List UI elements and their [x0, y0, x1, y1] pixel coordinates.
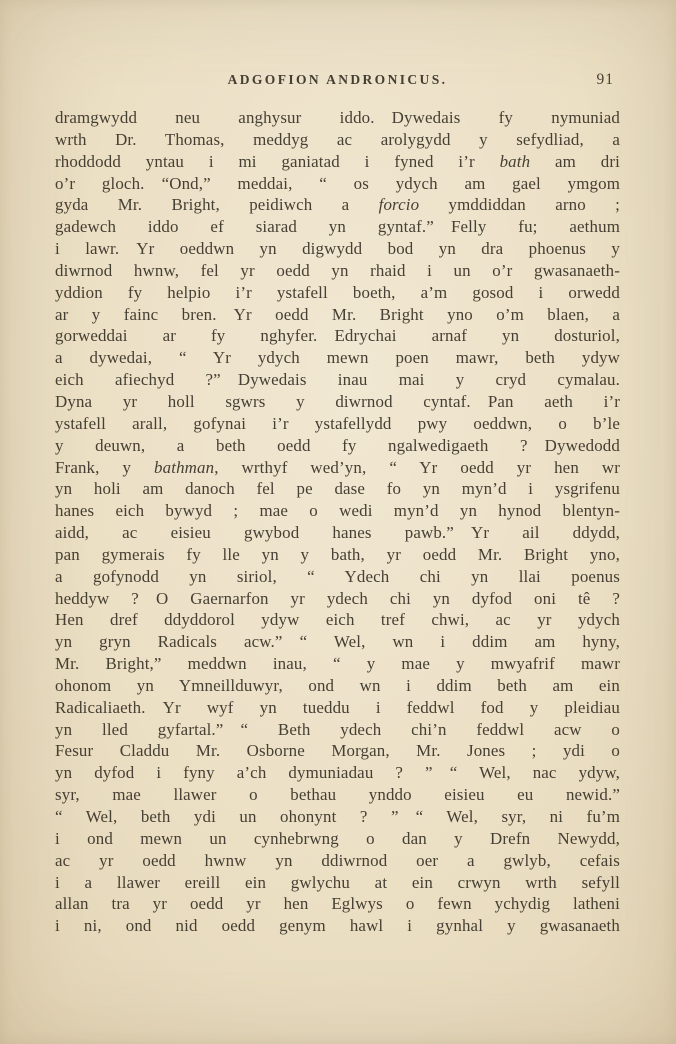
- text-line: “ Wel, beth ydi un ohonynt ? ” “ Wel, syr, ni fu’m: [55, 807, 620, 826]
- text-line: Hen dref ddyddorol ydyw eich tref chwi, ac yr ydych: [55, 610, 620, 630]
- text-line: Mr. Bright,” meddwn inau, “ y mae y mwyafrif mawr: [55, 654, 620, 674]
- text-line: yn holi am danoch fel pe dase fo yn myn’d i ysgrifenu: [55, 479, 620, 499]
- text-line: yddion fy helpio i’r ystafell boeth, a’m gosod i orwedd: [55, 282, 620, 302]
- body-text: [55, 107, 620, 937]
- text-line: wrth Dr. Thomas, meddyg ac arolygydd y sefydliad, a: [55, 129, 620, 149]
- text-line: pan gymerais fy lle yn y bath, yr oedd Mr. Bright yno,: [55, 544, 620, 564]
- text-line: eich afiechyd ?” Dywedais inau mai y cryd cymalau.: [55, 370, 620, 390]
- text-line: a dywedai, “ Yr ydych mewn poen mawr, beth ydyw: [55, 348, 620, 368]
- text-line: hanes eich bywyd ; mae o wedi myn’d yn hynod blentyn-: [55, 501, 620, 521]
- text-line: Frank, y bathman, wrthyf wed’yn, “ Yr oedd yr hen wr: [55, 457, 620, 477]
- text-line: gorweddai ar fy nghyfer. Edrychai arnaf yn dosturiol,: [55, 326, 620, 346]
- text-line: i ni, ond nid oedd genym hawl i gynhal y gwasanaeth: [55, 916, 620, 936]
- text-line: y deuwn, a beth oedd fy ngalwedigaeth ? Dywedodd: [55, 435, 620, 455]
- text-line: allan tra yr oedd yr hen Eglwys o fewn ychydig latheni: [55, 894, 620, 914]
- text-line: syr, mae llawer o bethau ynddo eisieu eu newid.”: [55, 785, 620, 805]
- text-line: a gofynodd yn siriol, “ Ydech chi yn llai poenus: [55, 566, 620, 586]
- text-line: i ond mewn un cynhebrwng o dan y Drefn Newydd,: [55, 828, 620, 848]
- text-line: yn dyfod i fyny a’ch dymuniadau ? ” “ Wel, nac ydyw,: [55, 763, 620, 783]
- text-line: gyda Mr. Bright, peidiwch a forcio ymddiddan arno ;: [55, 195, 620, 215]
- text-line: gadewch iddo ef siarad yn gyntaf.” Felly fu; aethum: [55, 217, 620, 237]
- text-line: yn gryn Radicals acw.” “ Wel, wn i ddim am hyny,: [55, 632, 620, 652]
- text-line: diwrnod hwnw, fel yr oedd yn rhaid i un o’r gwasanaeth-: [55, 260, 620, 280]
- text-line: heddyw ? O Gaernarfon yr ydech chi yn dyfod oni tê ?: [55, 588, 620, 608]
- text-line: dramgwydd neu anghysur iddo. Dywedais fy nymuniad: [55, 108, 620, 127]
- text-line: rhoddodd yntau i mi ganiatad i fyned i’r bath am dri: [55, 151, 620, 171]
- text-line: Dyna yr holl sgwrs y diwrnod cyntaf. Pan aeth i’r: [55, 391, 620, 411]
- text-line: aidd, ac eisieu gwybod hanes pawb.” Yr ail ddydd,: [55, 523, 620, 543]
- text-line: i lawr. Yr oeddwn yn digwydd bod yn dra phoenus y: [55, 239, 620, 259]
- text-line: i a llawer ereill ein gwlychu at ein crwyn wrth sefyll: [55, 872, 620, 892]
- running-header: [55, 71, 620, 91]
- text-line: o’r gloch. “Ond,” meddai, “ os ydych am gael ymgom: [55, 173, 620, 193]
- page-number: 91: [596, 71, 614, 88]
- text-line: ac yr oedd hwnw yn ddiwrnod oer a gwlyb, cefais: [55, 850, 620, 870]
- text-line: yn lled gyfartal.” “ Beth ydech chi’n feddwl acw o: [55, 719, 620, 739]
- text-line: ohonom yn Ymneillduwyr, ond wn i ddim beth am ein: [55, 675, 620, 695]
- text-line: Radicaliaeth. Yr wyf yn tueddu i feddwl fod y pleidiau: [55, 697, 620, 717]
- text-line: Fesur Claddu Mr. Osborne Morgan, Mr. Jones ; ydi o: [55, 741, 620, 761]
- text-line: ar y fainc bren. Yr oedd Mr. Bright yno o’m blaen, a: [55, 304, 620, 324]
- text-line: ystafell arall, gofynai i’r ystafellydd pwy oeddwn, o b’le: [55, 413, 620, 433]
- page-title: ADGOFION ANDRONICUS.: [227, 72, 448, 87]
